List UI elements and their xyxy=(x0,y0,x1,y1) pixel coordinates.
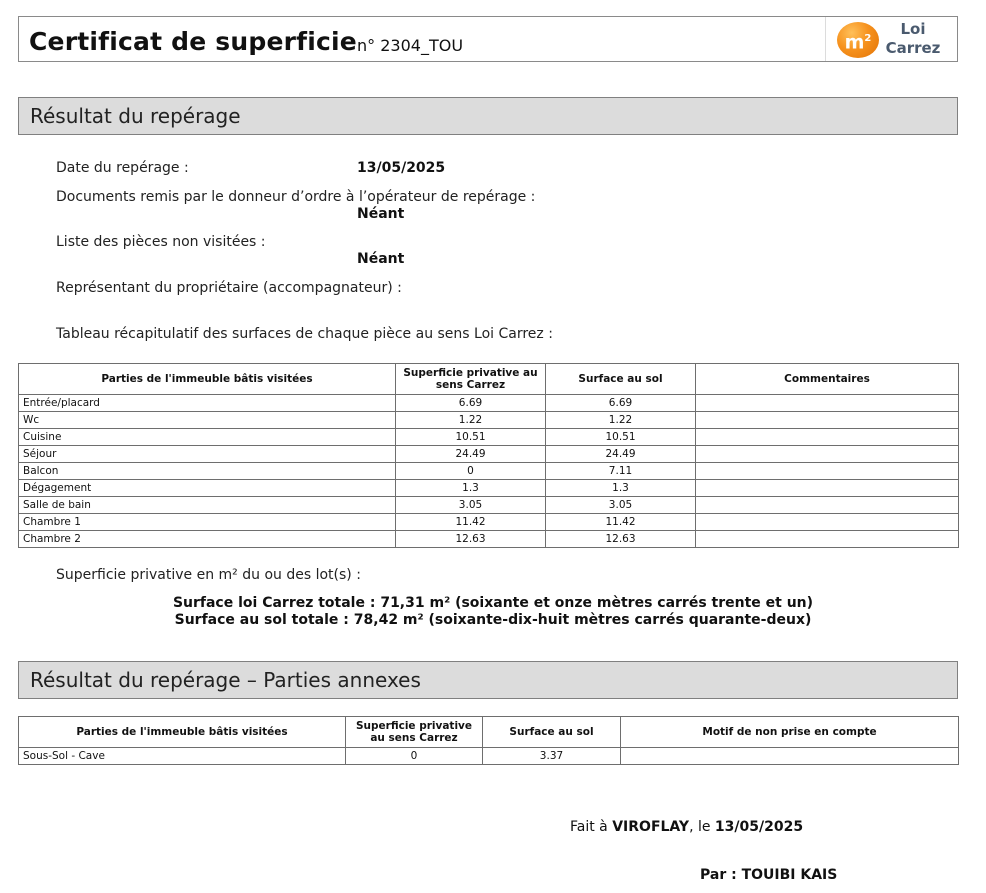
column-header: Commentaires xyxy=(696,364,959,395)
table-cell-part: Wc xyxy=(19,412,396,429)
table-cell-sol: 12.63 xyxy=(546,531,696,548)
table-cell-sol: 3.05 xyxy=(546,497,696,514)
table-row xyxy=(19,412,959,429)
table-row xyxy=(19,497,959,514)
table-cell-carrez: 0 xyxy=(396,463,546,480)
table-cell-comment xyxy=(696,446,959,463)
column-header: Parties de l'immeuble bâtis visitées xyxy=(19,717,346,748)
documents-value: Néant xyxy=(357,206,405,222)
table-cell-sol: 24.49 xyxy=(546,446,696,463)
table-cell-carrez: 11.42 xyxy=(396,514,546,531)
table-cell-carrez: 12.63 xyxy=(396,531,546,548)
table-cell-carrez: 1.3 xyxy=(396,480,546,497)
table-cell-comment xyxy=(696,531,959,548)
table-cell-carrez: 0 xyxy=(346,748,483,765)
table-row xyxy=(19,531,959,548)
table-cell-comment xyxy=(696,514,959,531)
total-sol: Surface au sol totale : 78,42 m² (soixante-dix-huit mètres carrés quarante-deux) xyxy=(174,612,812,628)
signatory: Par : TOUIBI KAIS xyxy=(700,867,838,883)
table-row xyxy=(19,395,959,412)
annexes-table xyxy=(18,716,959,765)
unvisited-rooms-value: Néant xyxy=(357,251,405,267)
m2-logo-icon: $m^2$ xyxy=(837,22,879,58)
certificate-header xyxy=(18,16,958,62)
section-title-annexes: Résultat du repérage – Parties annexes xyxy=(18,661,958,699)
table-cell-carrez: 10.51 xyxy=(396,429,546,446)
table-cell-carrez: 1.22 xyxy=(396,412,546,429)
signature-place-date: Fait à VIROFLAY, le 13/05/2025 xyxy=(570,819,804,835)
date-value: 13/05/2025 xyxy=(357,160,446,176)
table-cell-part: Balcon xyxy=(19,463,396,480)
representative-label: Représentant du propriétaire (accompagnateur) : xyxy=(56,280,402,296)
superficie-label: Superficie privative en m² du ou des lot(s) : xyxy=(56,567,361,583)
column-header: Surface au sol xyxy=(546,364,696,395)
table-intro: Tableau récapitulatif des surfaces de chaque pièce au sens Loi Carrez : xyxy=(56,326,553,342)
table-row xyxy=(19,446,959,463)
documents-label: Documents remis par le donneur d’ordre à l’opérateur de repérage : xyxy=(56,189,536,205)
certificate-number: n° 2304_TOU xyxy=(357,36,464,55)
table-row xyxy=(19,480,959,497)
table-cell-comment xyxy=(696,429,959,446)
table-cell-carrez: 24.49 xyxy=(396,446,546,463)
column-header: Surface au sol xyxy=(483,717,621,748)
table-cell-comment xyxy=(696,412,959,429)
table-cell-sol: 10.51 xyxy=(546,429,696,446)
table-cell-part: Chambre 2 xyxy=(19,531,396,548)
table-cell-part: Chambre 1 xyxy=(19,514,396,531)
table-cell-sol: 1.3 xyxy=(546,480,696,497)
table-row xyxy=(19,463,959,480)
unvisited-rooms-label: Liste des pièces non visitées : xyxy=(56,234,266,250)
loi-carrez-logo-text: Loi Carrez xyxy=(885,20,941,57)
table-cell-sol: 3.37 xyxy=(483,748,621,765)
total-carrez: Surface loi Carrez totale : 71,31 m² (soixante et onze mètres carrés trente et un) xyxy=(172,595,814,611)
logo-divider xyxy=(825,17,826,61)
table-cell-part: Séjour xyxy=(19,446,396,463)
table-cell-comment xyxy=(696,463,959,480)
table-cell-comment xyxy=(696,395,959,412)
table-cell-sol: 6.69 xyxy=(546,395,696,412)
table-cell-carrez: 3.05 xyxy=(396,497,546,514)
column-header: Motif de non prise en compte xyxy=(621,717,959,748)
table-cell-sol: 1.22 xyxy=(546,412,696,429)
table-cell-sol: 7.11 xyxy=(546,463,696,480)
column-header: Superficie privative au sens Carrez xyxy=(346,717,483,748)
table-cell-part: Cuisine xyxy=(19,429,396,446)
table-cell-part: Sous-Sol - Cave xyxy=(19,748,346,765)
page-title: Certificat de superficie xyxy=(29,27,357,56)
table-cell-comment xyxy=(696,480,959,497)
table-cell-part: Salle de bain xyxy=(19,497,396,514)
table-cell-comment xyxy=(696,497,959,514)
column-header: Parties de l'immeuble bâtis visitées xyxy=(19,364,396,395)
column-header: Superficie privative au sens Carrez xyxy=(396,364,546,395)
table-cell-part: Entrée/placard xyxy=(19,395,396,412)
table-row xyxy=(19,514,959,531)
table-cell-carrez: 6.69 xyxy=(396,395,546,412)
table-cell-motif xyxy=(621,748,959,765)
table-cell-part: Dégagement xyxy=(19,480,396,497)
table-row xyxy=(19,748,959,765)
table-cell-sol: 11.42 xyxy=(546,514,696,531)
table-row xyxy=(19,429,959,446)
date-label: Date du repérage : xyxy=(56,160,189,176)
surfaces-table xyxy=(18,363,959,548)
section-title-repérage: Résultat du repérage xyxy=(18,97,958,135)
